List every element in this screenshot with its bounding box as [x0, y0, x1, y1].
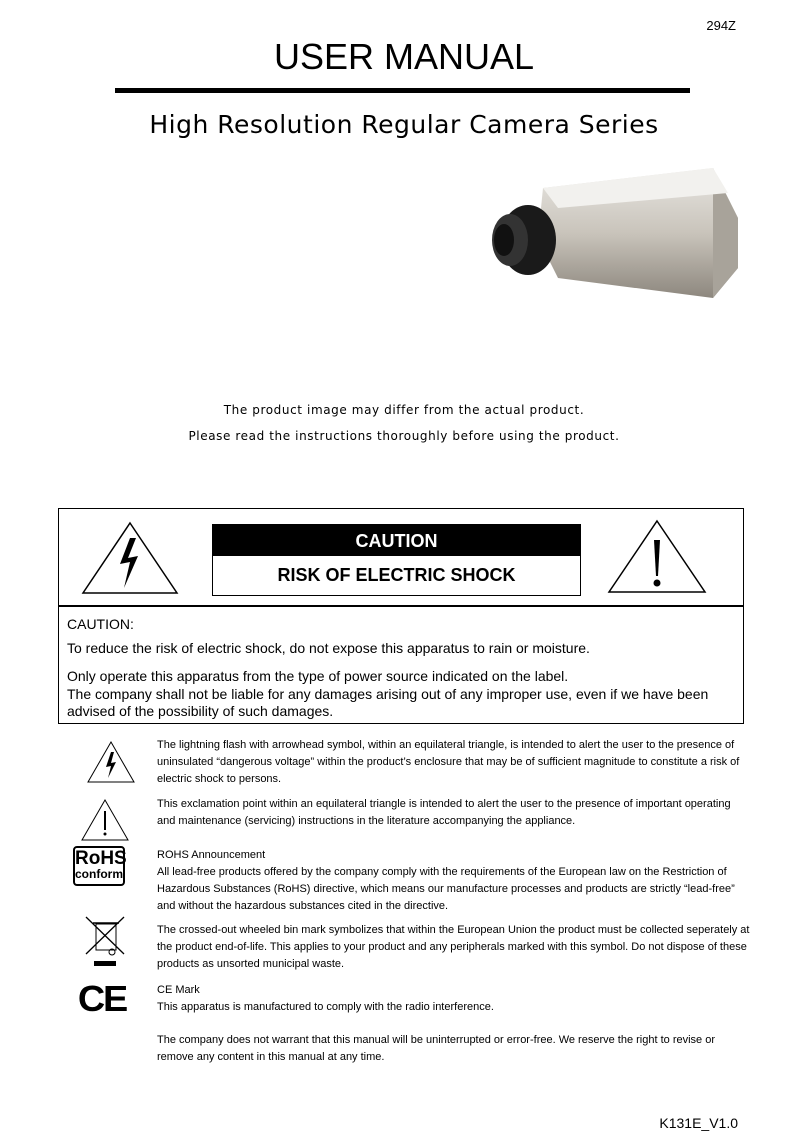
lightning-triangle-icon: [80, 520, 180, 596]
camera-image: [488, 158, 743, 308]
note-image-differs: The product image may differ from the actual product.: [223, 403, 585, 417]
doc-code: 294Z: [706, 18, 736, 33]
caution-label-body: RISK OF ELECTRIC SHOCK: [277, 565, 516, 585]
caution-heading: CAUTION:: [67, 616, 134, 632]
symbol-text-lightning: The lightning flash with arrowhead symbol, within an equilateral triangle, is intended to alert the user to the presence of uninsulated “dangerous voltage” within the product’s enclosure that may be of sufficient magnitude to constitute a risk of electric shock to persons.: [157, 739, 740, 785]
page-title: USER MANUAL: [273, 36, 535, 77]
symbol-text-exclamation: This exclamation point within an equilateral triangle is intended to alert the user to the presence of important operating and maintenance (servicing) instructions in the literature accompanying the appliance.: [157, 798, 731, 827]
note-read-instructions: Please read the instructions thoroughly before using the product.: [188, 429, 620, 443]
caution-line: To reduce the risk of electric shock, do not expose this apparatus to rain or moisture.: [67, 640, 590, 656]
rohs-icon: [73, 846, 125, 886]
subtitle: High Resolution Regular Camera Series: [149, 110, 659, 139]
caution-line: Only operate this apparatus from the type of power source indicated on the label.: [67, 668, 569, 684]
rohs-logo-subtext: conform: [75, 867, 123, 881]
caution-label-header: CAUTION: [213, 525, 580, 556]
disclaimer: The company does not warrant that this manual will be uninterrupted or error-free. We reserve the right to revise or remove any content in this manual at any time.: [157, 1034, 716, 1063]
title-rule: [115, 88, 690, 93]
footer-code: K131E_V1.0: [659, 1115, 738, 1131]
ce-title: CE Mark: [157, 984, 200, 996]
symbol-text-weee: The crossed-out wheeled bin mark symbolizes that within the European Union the product must be collected seperately at the product end-of-life. This applies to your product and any peripherals marked with this symbol. Do not dispose of these products as unsorted municipal waste.: [157, 924, 750, 970]
weee-bin-icon: [84, 916, 128, 968]
caution-line: The company shall not be liable for any damages arising out of any improper use, even if we have been advised of the possibility of such damages.: [67, 686, 709, 719]
exclamation-triangle-icon: [605, 518, 709, 596]
exclamation-triangle-icon: [80, 798, 130, 842]
ce-mark-icon: CE: [77, 978, 127, 1019]
caution-divider: [58, 605, 744, 607]
rohs-logo-text: RoHS: [75, 848, 127, 869]
symbol-text-rohs: All lead-free products offered by the company comply with the requirements of the European law on the Restriction of Hazardous Substances (RoHS) directive, which means our manufacture processes and products are strictly “lead-free” and without the hazardous substances cited in the directive.: [157, 866, 735, 912]
lightning-triangle-icon: [86, 740, 136, 784]
caution-label: [212, 524, 581, 596]
symbol-text-ce: This apparatus is manufactured to comply with the radio interference.: [157, 1001, 494, 1013]
rohs-title: ROHS Announcement: [157, 849, 266, 861]
